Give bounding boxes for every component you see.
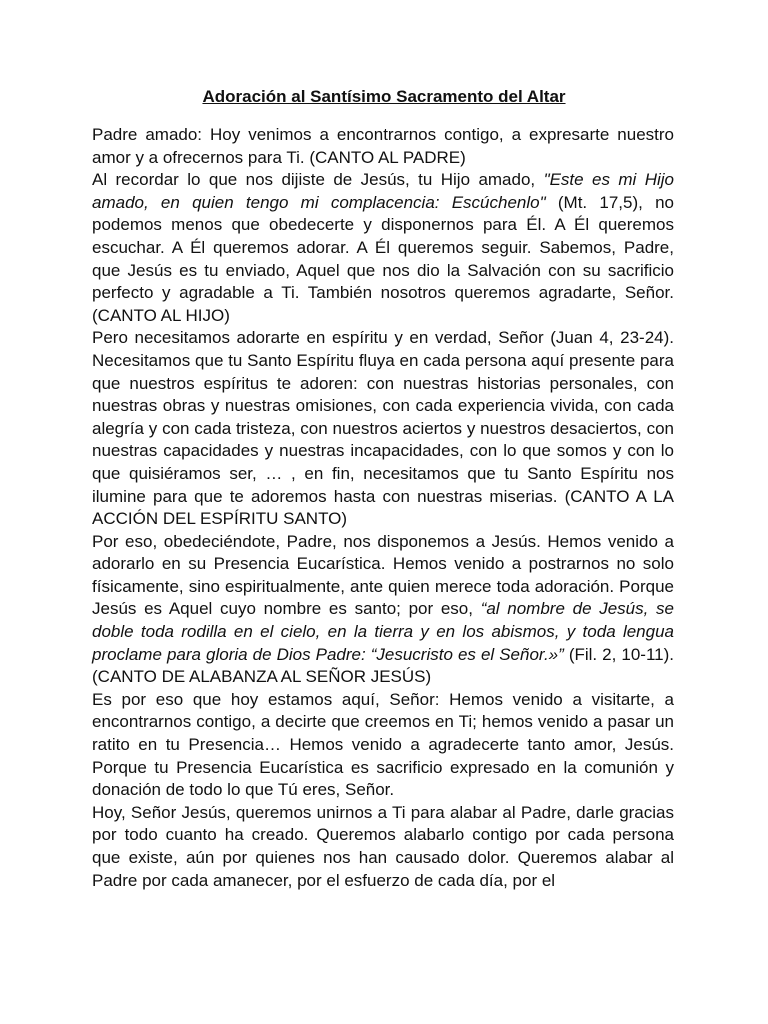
text-segment: (Fil. 2, 10-11). (CANTO DE ALABANZA AL SEÑOR JESÚS) <box>92 644 674 687</box>
paragraph-1 <box>92 124 674 169</box>
text-segment: Al recordar lo que nos dijiste de Jesús, tu Hijo amado, <box>92 170 544 190</box>
paragraph-3 <box>92 327 674 530</box>
paragraph-4 <box>92 531 674 689</box>
text-segment: Hoy, Señor Jesús, queremos unirnos a Ti para alabar al Padre, darle gracias por todo cuanto ha creado. Queremos alabarlo contigo por cada persona que existe, aún por quienes nos han causado dolor. Queremos alabar al Padre por cada amanecer, por el esfuerzo de cada día, por el <box>92 802 674 890</box>
text-segment: Por eso, obedeciéndote, Padre, nos disponemos a Jesús. Hemos venido a adorarlo en su Presencia Eucarística. Hemos venido a postrarnos no solo físicamente, sino espiritualmente, ante quien merece toda adoración. Porque Jesús es Aquel cuyo nombre es santo; por eso, <box>92 531 674 619</box>
text-segment: Pero necesitamos adorarte en espíritu y en verdad, Señor (Juan 4, 23-24). Necesitamos que tu Santo Espíritu fluya en cada persona aquí presente para que nuestros espíritus te adoren: con nuestras historias personales, con nuestras obras y nuestras omisiones, con cada experiencia vivida, con cada alegría y con cada tristeza, con nuestros aciertos y nuestros desaciertos, con nuestras capacidades y nuestras incapacidades, con lo que somos y con lo que quisiéramos ser, … , en fin, necesitamos que tu Santo Espíritu nos ilumine para que te adoremos hasta con nuestras miserias. (CANTO A LA ACCIÓN DEL ESPÍRITU SANTO) <box>92 328 674 529</box>
document-title: Adoración al Santísimo Sacramento del Altar <box>202 87 566 106</box>
quote-segment: "Este es mi Hijo amado, en quien tengo mi complacencia: Escúchenlo" <box>92 170 675 212</box>
text-segment: (Mt. 17,5), no podemos menos que obedecerte y disponernos para Él. A Él queremos escuchar. A Él queremos adorar. A Él queremos seguir. Sabemos, Padre, que Jesús es tu enviado, Aquel que nos dio la Salvación con su sacrificio perfecto y agradable a Ti. También nosotros queremos agradarte, Señor. (CANTO AL HIJO) <box>92 192 674 325</box>
paragraph-6 <box>92 802 674 892</box>
paragraph-5 <box>92 689 674 802</box>
quote-segment: “al nombre de Jesús, se doble toda rodilla en el cielo, en la tierra y en los abismos, y toda lengua proclame para gloria de Dios Padre: “Jesucristo es el Señor.»” <box>92 599 674 664</box>
text-segment: Padre amado: Hoy venimos a encontrarnos contigo, a expresarte nuestro amor y a ofrecernos para Ti. (CANTO AL PADRE) <box>92 125 674 167</box>
paragraph-2 <box>92 169 674 327</box>
document-body <box>92 124 674 892</box>
text-segment: Es por eso que hoy estamos aquí, Señor: Hemos venido a visitarte, a encontrarnos contigo, a decirte que creemos en Ti; hemos venido a pasar un ratito en tu Presencia… Hemos venido a agradecerte tanto amor, Jesús. Porque tu Presencia Eucarística es sacrificio expresado en la comunión y donación de todo lo que Tú eres, Señor. <box>92 689 674 800</box>
